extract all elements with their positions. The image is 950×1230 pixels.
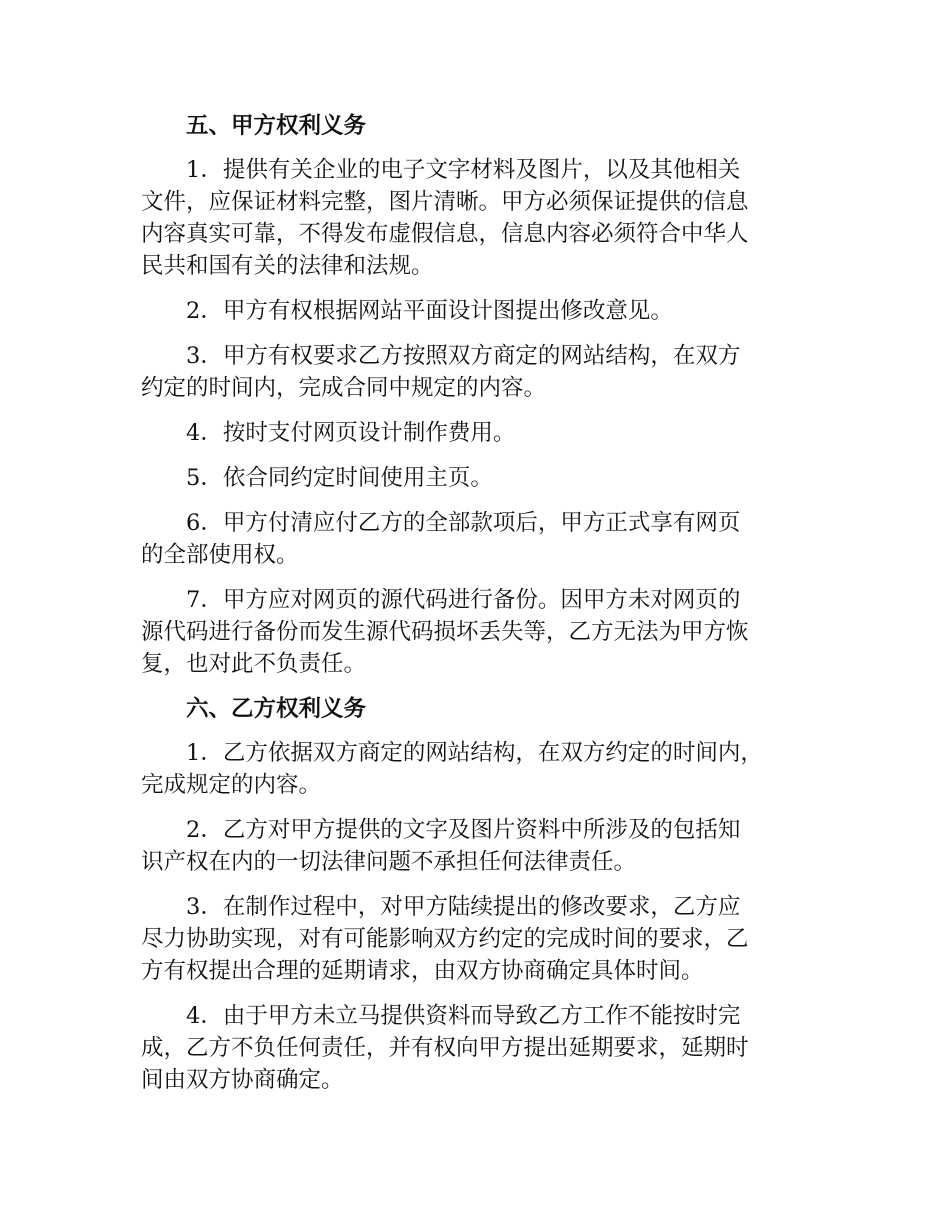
- text-line: 2．甲方有权根据网站平面设计图提出修改意见。: [186, 298, 673, 324]
- clause-5-1: [141, 154, 813, 282]
- clause-5-3: [141, 340, 813, 404]
- text-line: 5．依合同约定时间使用主页。: [186, 465, 493, 491]
- clause-5-4: [141, 417, 813, 449]
- text-line: 民共和国有关的法律和法规。: [141, 253, 434, 279]
- clause-6-2: [141, 814, 813, 878]
- clause-5-6: [141, 507, 813, 571]
- document-page: [141, 110, 813, 1109]
- text-line: 6．甲方付清应付乙方的全部款项后，甲方正式享有网页: [186, 510, 741, 536]
- text-line: 成，乙方不负任何责任，并有权向甲方提出延期要求，延期时: [141, 1035, 749, 1061]
- text-line: 的全部使用权。: [141, 542, 299, 568]
- clause-5-5: [141, 462, 813, 494]
- text-line: 识产权在内的一切法律问题不承担任何法律责任。: [141, 849, 637, 875]
- text-line: 3．甲方有权要求乙方按照双方商定的网站结构，在双方: [186, 343, 741, 369]
- text-line: 复，也对此不负责任。: [141, 651, 367, 677]
- text-line: 源代码进行备份而发生源代码损坏丢失等，乙方无法为甲方恢: [141, 619, 749, 645]
- text-line: 约定的时间内，完成合同中规定的内容。: [141, 375, 547, 401]
- clause-5-7: [141, 584, 813, 680]
- text-line: 内容真实可靠，不得发布虚假信息，信息内容必须符合中华人: [141, 221, 749, 247]
- text-line: 完成规定的内容。: [141, 772, 322, 798]
- section-heading-6: 六、乙方权利义务: [186, 696, 367, 722]
- clause-5-2: [141, 295, 813, 327]
- text-line: 1．乙方依据双方商定的网站结构，在双方约定的时间内，: [186, 740, 763, 766]
- text-line: 文件，应保证材料完整，图片清晰。甲方必须保证提供的信息: [141, 189, 749, 215]
- text-line: 方有权提出合理的延期请求，由双方协商确定具体时间。: [141, 958, 704, 984]
- text-line: 2．乙方对甲方提供的文字及图片资料中所涉及的包括知: [186, 817, 741, 843]
- clause-6-1: [141, 737, 813, 801]
- text-line: 3．在制作过程中，对甲方陆续提出的修改要求，乙方应: [186, 894, 741, 920]
- text-line: 4．由于甲方未立马提供资料而导致乙方工作不能按时完: [186, 1003, 741, 1029]
- text-line: 7．甲方应对网页的源代码进行备份。因甲方未对网页的: [186, 587, 741, 613]
- text-line: 4．按时支付网页设计制作费用。: [186, 420, 516, 446]
- clause-6-4: [141, 1000, 813, 1096]
- text-line: 尽力协助实现，对有可能影响双方约定的完成时间的要求，乙: [141, 926, 749, 952]
- text-line: 1．提供有关企业的电子文字材料及图片，以及其他相关: [186, 157, 741, 183]
- clause-6-3: [141, 891, 813, 987]
- section-heading-5: 五、甲方权利义务: [186, 113, 367, 139]
- text-line: 间由双方协商确定。: [141, 1067, 344, 1093]
